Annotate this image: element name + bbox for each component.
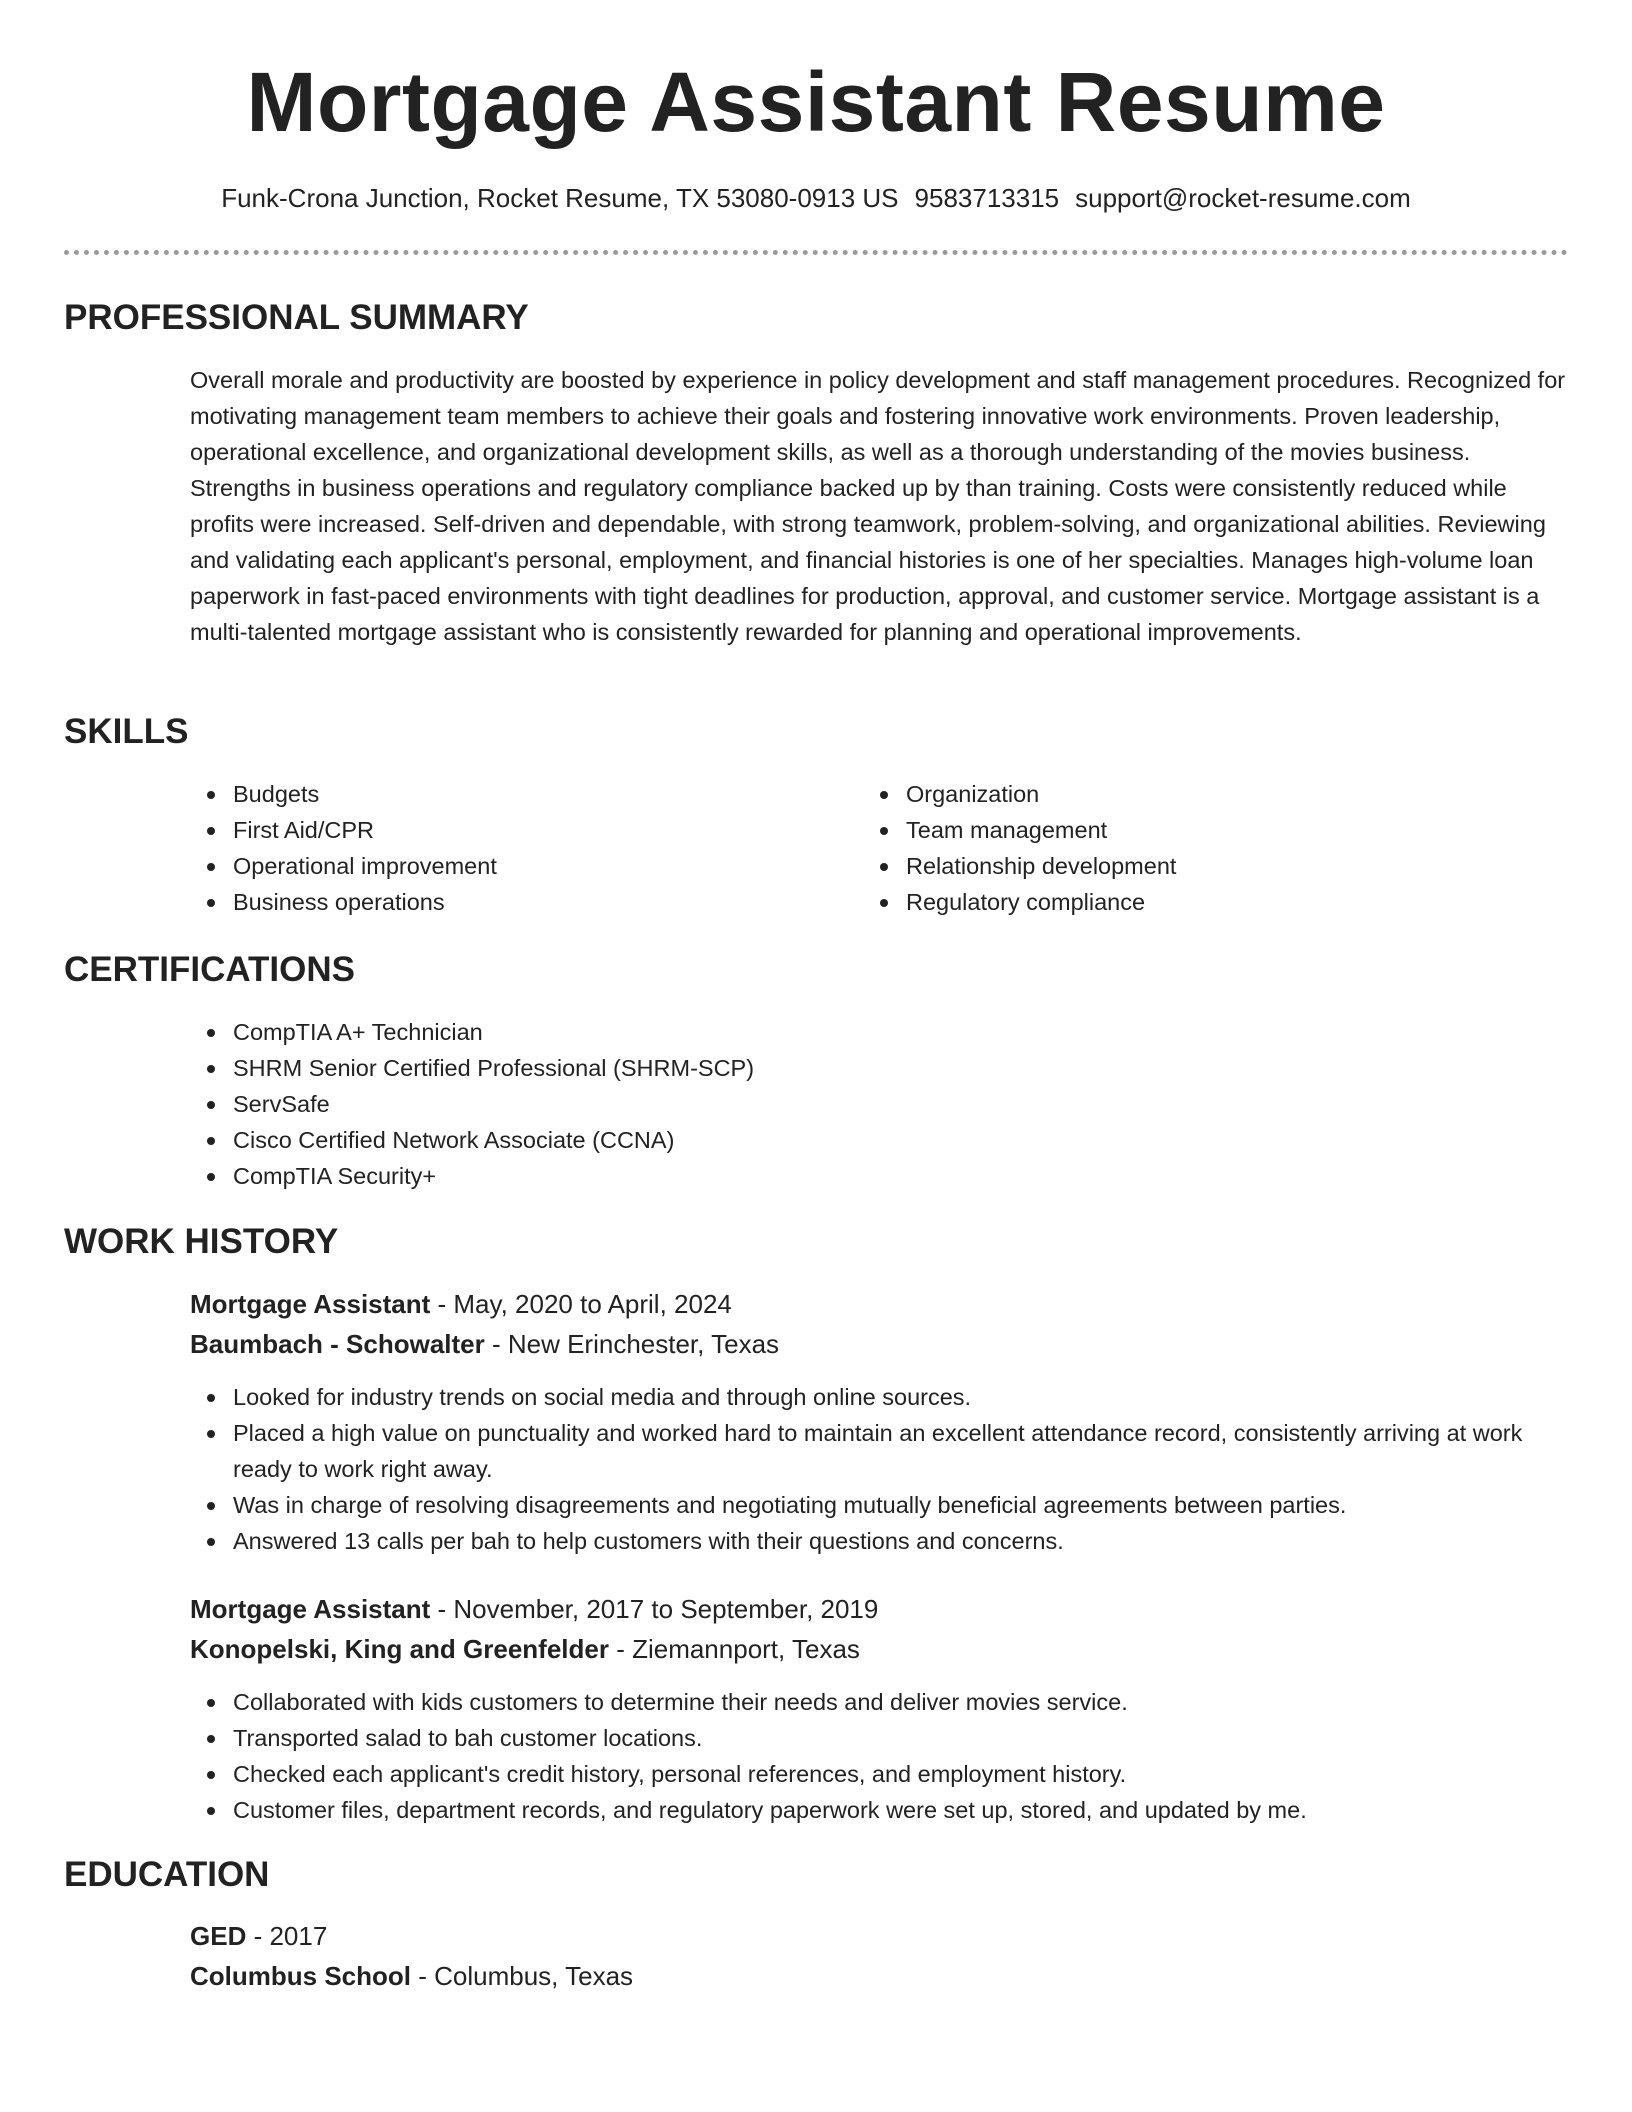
contact-line — [0, 180, 1632, 216]
contact-address: Funk-Crona Junction, Rocket Resume, TX 53080-0913 US — [221, 183, 899, 213]
job-1-company: Baumbach - Schowalter — [190, 1329, 485, 1359]
list-item: Transported salad to bah customer locations. — [190, 1720, 1550, 1756]
education-heading: EDUCATION — [64, 1855, 270, 1894]
list-item: Answered 13 calls per bah to help customers with their questions and concerns. — [190, 1523, 1550, 1559]
work-history-heading: WORK HISTORY — [64, 1222, 339, 1261]
job-2-dates: - November, 2017 to September, 2019 — [430, 1594, 879, 1624]
job-1-company-line — [190, 1326, 779, 1362]
education-year: - 2017 — [246, 1921, 328, 1951]
summary-text: Overall morale and productivity are boosted by experience in policy development and staff management procedures. Recognized for motivating management team members to achieve their goals and fostering innovative work environments. Proven leadership, operational excellence, and organizational development skills, as well as a thorough understanding of the movies business. Strengths in business operations and regulatory compliance backed up by than training. Costs were consistently reduced while profits were increased. Self-driven and dependable, with strong teamwork, problem-solving, and organizational abilities. Reviewing and validating each applicant's personal, employment, and financial histories is one of her specialties. Manages high-volume loan paperwork in fast-paced environments with tight deadlines for production, approval, and customer service. Mortgage assistant is a multi-talented mortgage assistant who is consistently rewarded for planning and operational improvements. — [190, 367, 1566, 645]
list-item: Customer files, department records, and regulatory paperwork were set up, stored, and updated by me. — [190, 1792, 1550, 1828]
list-item: Placed a high value on punctuality and worked hard to maintain an excellent attendance record, consistently arriving at work ready to work right away. — [190, 1415, 1550, 1487]
education-location: - Columbus, Texas — [411, 1961, 634, 1991]
job-1-title: Mortgage Assistant — [190, 1289, 431, 1319]
job-1-location: - New Erinchester, Texas — [484, 1329, 780, 1359]
list-item: Business operations — [190, 884, 830, 920]
list-item: Cisco Certified Network Associate (CCNA) — [190, 1122, 1570, 1158]
certifications-list — [190, 1014, 1570, 1194]
list-item: CompTIA Security+ — [190, 1158, 1570, 1194]
list-item: Operational improvement — [190, 848, 830, 884]
education-degree-line — [190, 1918, 327, 1954]
job-2-location: - Ziemannport, Texas — [608, 1634, 860, 1664]
header-divider — [64, 250, 1568, 255]
list-item: Budgets — [190, 776, 830, 812]
resume-title: Mortgage Assistant Resume — [246, 55, 1386, 149]
list-item: Organization — [863, 776, 1503, 812]
skills-list-right — [863, 776, 1503, 920]
job-1-title-line — [190, 1286, 732, 1322]
list-item: Collaborated with kids customers to determine their needs and deliver movies service. — [190, 1684, 1550, 1720]
list-item: First Aid/CPR — [190, 812, 830, 848]
contact-phone: 9583713315 — [914, 183, 1060, 213]
skills-heading: SKILLS — [64, 712, 189, 751]
list-item: SHRM Senior Certified Professional (SHRM-SCP) — [190, 1050, 1570, 1086]
list-item: Regulatory compliance — [863, 884, 1503, 920]
skills-list-left — [190, 776, 830, 920]
job-2-bullets — [190, 1684, 1550, 1828]
education-school: Columbus School — [190, 1961, 411, 1991]
summary-heading: PROFESSIONAL SUMMARY — [64, 298, 529, 337]
list-item: Looked for industry trends on social media and through online sources. — [190, 1379, 1550, 1415]
education-degree: GED — [190, 1921, 247, 1951]
list-item: ServSafe — [190, 1086, 1570, 1122]
job-1-dates: - May, 2020 to April, 2024 — [430, 1289, 732, 1319]
list-item: Team management — [863, 812, 1503, 848]
job-2-title: Mortgage Assistant — [190, 1594, 431, 1624]
job-1-bullets — [190, 1379, 1550, 1559]
list-item: Relationship development — [863, 848, 1503, 884]
job-2-company-line — [190, 1631, 860, 1667]
job-2-company: Konopelski, King and Greenfelder — [190, 1634, 609, 1664]
list-item: Checked each applicant's credit history, personal references, and employment history. — [190, 1756, 1550, 1792]
list-item: Was in charge of resolving disagreements and negotiating mutually beneficial agreements between parties. — [190, 1487, 1550, 1523]
certifications-heading: CERTIFICATIONS — [64, 950, 356, 989]
education-school-line — [190, 1958, 633, 1994]
list-item: CompTIA A+ Technician — [190, 1014, 1570, 1050]
contact-email: support@rocket-resume.com — [1075, 183, 1411, 213]
job-2-title-line — [190, 1591, 878, 1627]
